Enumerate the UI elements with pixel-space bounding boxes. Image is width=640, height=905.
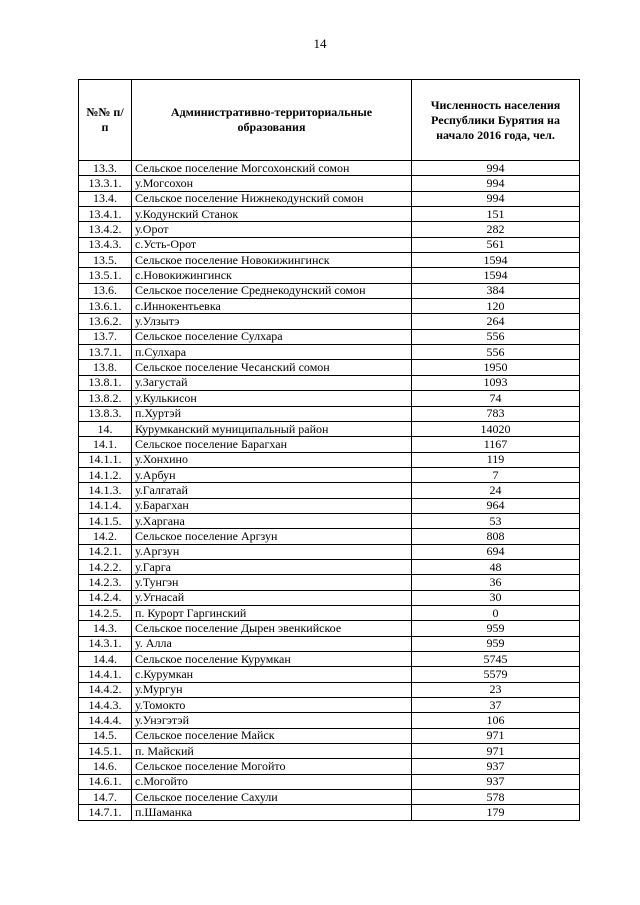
row-name: у.Арбун [132,467,412,482]
row-number: 14.4.2. [79,682,132,697]
population-table [78,79,580,821]
row-population: 694 [412,544,580,559]
table-row [79,191,580,206]
table-row [79,452,580,467]
row-number: 14.5.1. [79,744,132,759]
row-name: у.Улзытэ [132,314,412,329]
table-row [79,682,580,697]
row-number: 14.2.1. [79,544,132,559]
row-population: 36 [412,575,580,590]
row-population: 959 [412,636,580,651]
row-population: 106 [412,713,580,728]
table-row [79,421,580,436]
row-name: у.Томокто [132,698,412,713]
row-number: 13.3. [79,161,132,176]
row-population: 994 [412,161,580,176]
table-row [79,314,580,329]
table-row [79,345,580,360]
row-population: 5745 [412,652,580,667]
table-row [79,590,580,605]
table-row [79,437,580,452]
row-population: 783 [412,406,580,421]
row-number: 13.8.2. [79,391,132,406]
row-number: 14.1.2. [79,467,132,482]
row-number: 13.4.1. [79,207,132,222]
table-row [79,575,580,590]
row-name: Сельское поселение Могойто [132,759,412,774]
table-row [79,636,580,651]
table-row [79,237,580,252]
table-row [79,513,580,528]
row-population: 578 [412,790,580,805]
table-row [79,605,580,620]
table-row [79,728,580,743]
table-row [79,329,580,344]
row-name: Сельское поселение Курумкан [132,652,412,667]
table-row [79,483,580,498]
row-population: 179 [412,805,580,820]
row-name: Сельское поселение Майск [132,728,412,743]
row-population: 994 [412,191,580,206]
row-number: 14.6.1. [79,774,132,789]
table-row [79,176,580,191]
row-population: 959 [412,621,580,636]
row-number: 14. [79,421,132,436]
row-number: 13.6.1. [79,299,132,314]
table-row [79,268,580,283]
row-population: 5579 [412,667,580,682]
row-name: у.Гарга [132,559,412,574]
row-population: 14020 [412,421,580,436]
row-population: 937 [412,774,580,789]
row-name: Сельское поселение Нижнекодунский сомон [132,191,412,206]
row-number: 14.4.1. [79,667,132,682]
table-row [79,161,580,176]
row-number: 14.4.3. [79,698,132,713]
row-number: 13.7. [79,329,132,344]
row-number: 14.1.1. [79,452,132,467]
row-name: у.Тунгэн [132,575,412,590]
row-population: 561 [412,237,580,252]
row-name: Сельское поселение Новокижингинск [132,253,412,268]
row-name: с.Могойто [132,774,412,789]
row-population: 556 [412,345,580,360]
table-row [79,759,580,774]
row-name: п.Шаманка [132,805,412,820]
row-number: 13.5.1. [79,268,132,283]
row-number: 13.8.3. [79,406,132,421]
table-row [79,529,580,544]
row-population: 30 [412,590,580,605]
table-row [79,790,580,805]
table-row [79,406,580,421]
row-population: 1167 [412,437,580,452]
row-population: 119 [412,452,580,467]
row-number: 14.5. [79,728,132,743]
table-row [79,360,580,375]
row-number: 13.7.1. [79,345,132,360]
row-name: у.Барагхан [132,498,412,513]
header-number: №№ п/п [79,80,132,161]
row-number: 14.3.1. [79,636,132,651]
row-name: у.Харгана [132,513,412,528]
row-number: 14.7.1. [79,805,132,820]
row-number: 13.8.1. [79,375,132,390]
table-row [79,621,580,636]
row-population: 282 [412,222,580,237]
row-number: 14.4.4. [79,713,132,728]
row-name: с.Иннокентьевка [132,299,412,314]
row-name: Сельское поселение Дырен эвенкийское [132,621,412,636]
row-name: у.Могсохон [132,176,412,191]
row-name: у.Мургун [132,682,412,697]
table-row [79,713,580,728]
table-row [79,283,580,298]
row-population: 7 [412,467,580,482]
row-population: 24 [412,483,580,498]
header-row [79,80,580,161]
row-number: 14.1.4. [79,498,132,513]
row-population: 0 [412,605,580,620]
row-number: 14.2.3. [79,575,132,590]
row-population: 48 [412,559,580,574]
row-population: 964 [412,498,580,513]
row-population: 53 [412,513,580,528]
row-name: Сельское поселение Чесанский сомон [132,360,412,375]
row-number: 14.2.4. [79,590,132,605]
table-row [79,667,580,682]
row-number: 14.6. [79,759,132,774]
row-number: 13.6.2. [79,314,132,329]
row-population: 384 [412,283,580,298]
row-population: 971 [412,728,580,743]
table-row [79,253,580,268]
row-population: 937 [412,759,580,774]
row-number: 13.4.3. [79,237,132,252]
table-row [79,467,580,482]
row-name: у.Аргзун [132,544,412,559]
table-header [79,80,580,161]
row-number: 14.2. [79,529,132,544]
row-number: 14.1.3. [79,483,132,498]
row-population: 120 [412,299,580,314]
row-number: 14.7. [79,790,132,805]
row-population: 994 [412,176,580,191]
table-row [79,207,580,222]
row-name: п. Курорт Гаргинский [132,605,412,620]
row-population: 264 [412,314,580,329]
row-population: 37 [412,698,580,713]
table-row [79,375,580,390]
row-population: 74 [412,391,580,406]
header-name: Административно-территориальные образования [132,80,412,161]
row-name: п.Сулхара [132,345,412,360]
row-population: 151 [412,207,580,222]
row-name: у.Кодунский Станок [132,207,412,222]
row-population: 1093 [412,375,580,390]
row-name: Сельское поселение Могсохонский сомон [132,161,412,176]
table-row [79,391,580,406]
row-number: 13.4. [79,191,132,206]
row-population: 23 [412,682,580,697]
row-number: 14.1.5. [79,513,132,528]
row-name: у.Угнасай [132,590,412,605]
row-name: у.Кулькисон [132,391,412,406]
table-row [79,698,580,713]
row-name: у.Орот [132,222,412,237]
table-row [79,222,580,237]
table-row [79,652,580,667]
row-name: с.Курумкан [132,667,412,682]
row-name: у.Загустай [132,375,412,390]
row-number: 14.3. [79,621,132,636]
row-name: п.Хуртэй [132,406,412,421]
row-number: 14.1. [79,437,132,452]
row-name: у.Галгатай [132,483,412,498]
row-number: 13.4.2. [79,222,132,237]
row-population: 1594 [412,253,580,268]
table-body [79,161,580,821]
row-population: 1594 [412,268,580,283]
row-number: 14.2.5. [79,605,132,620]
row-name: Сельское поселение Среднекодунский сомон [132,283,412,298]
row-name: у.Хонхино [132,452,412,467]
row-name: Сельское поселение Сулхара [132,329,412,344]
row-number: 13.3.1. [79,176,132,191]
table-row [79,559,580,574]
row-number: 14.2.2. [79,559,132,574]
row-population: 971 [412,744,580,759]
row-number: 13.5. [79,253,132,268]
table-row [79,805,580,820]
row-name: Сельское поселение Аргзун [132,529,412,544]
row-name: у. Алла [132,636,412,651]
row-name: Сельское поселение Барагхан [132,437,412,452]
page-number: 14 [313,36,327,51]
row-name: с.Усть-Орот [132,237,412,252]
row-number: 13.8. [79,360,132,375]
row-number: 14.4. [79,652,132,667]
row-name: п. Майский [132,744,412,759]
row-name: с.Новокижингинск [132,268,412,283]
table-row [79,498,580,513]
row-name: у.Унэгэтэй [132,713,412,728]
row-number: 13.6. [79,283,132,298]
row-name: Сельское поселение Сахули [132,790,412,805]
row-population: 556 [412,329,580,344]
header-population: Численность населения Республики Бурятия на начало 2016 года, чел. [412,80,580,161]
row-name: Курумканский муниципальный район [132,421,412,436]
table-row [79,299,580,314]
row-population: 808 [412,529,580,544]
table-row [79,544,580,559]
table-row [79,774,580,789]
table-row [79,744,580,759]
row-population: 1950 [412,360,580,375]
